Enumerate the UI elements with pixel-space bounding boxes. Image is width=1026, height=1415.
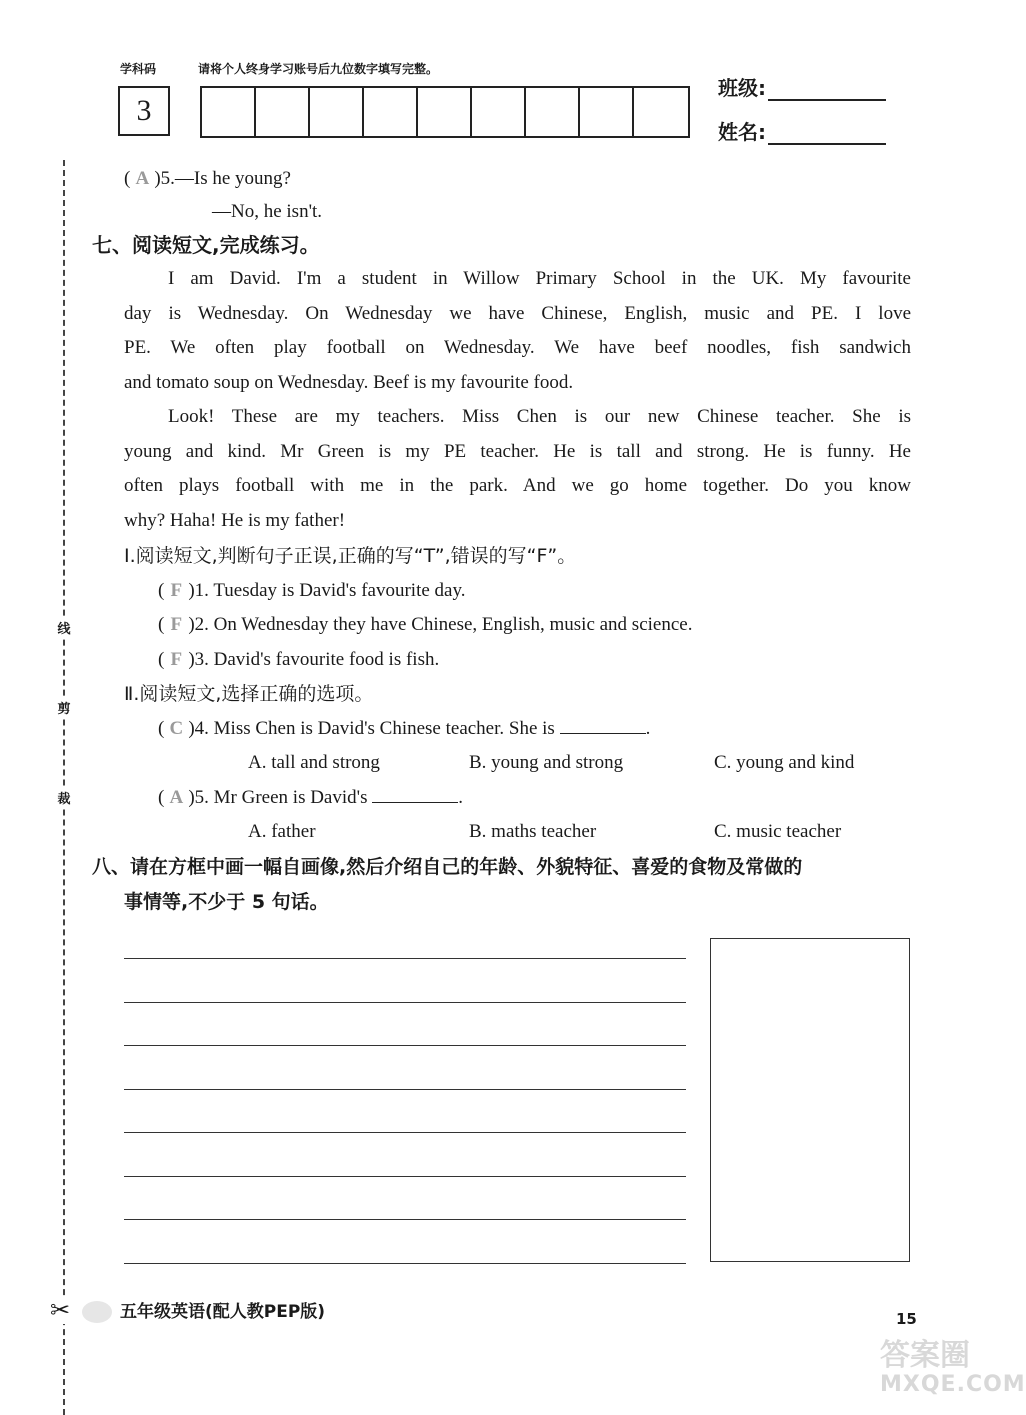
watermark-url: MXQE.COM [880, 1372, 1026, 1397]
writing-line[interactable] [124, 1002, 686, 1003]
subject-code-box: 3 [118, 86, 170, 136]
writing-line[interactable] [124, 1219, 686, 1220]
passage-line: day is Wednesday. On Wednesday we have Chinese, English, music and PE. I love [124, 302, 911, 324]
tf-item-3: ( F )3. David's favourite food is fish. [158, 643, 439, 677]
watermark-logo: 答案圈 [880, 1338, 970, 1373]
cut-char-jian: 剪 [55, 696, 73, 719]
scissors-icon: ✂ [50, 1296, 71, 1324]
choice-item-5: ( A )5. Mr Green is David's . [158, 781, 463, 815]
class-label: 班级: [718, 76, 766, 100]
passage-line: young and kind. Mr Green is my PE teacher. He is tall and strong. He is funny. He [124, 440, 911, 462]
digit-cell[interactable] [526, 88, 580, 136]
answer-mark: F [170, 580, 183, 601]
part2-heading: Ⅱ.阅读短文,选择正确的选项。 [124, 683, 374, 705]
q5-option-c: C. music teacher [714, 821, 842, 842]
name-blank[interactable] [768, 125, 886, 145]
writing-line[interactable] [124, 1045, 686, 1046]
choice-item-4: ( C )4. Miss Chen is David's Chinese teacher. She is . [158, 712, 650, 746]
section8-heading-line2: 事情等,不少于 5 句话。 [124, 891, 329, 913]
digit-cell[interactable] [202, 88, 256, 136]
q5-option-b: B. maths teacher [469, 821, 597, 842]
q6-item-5-reply: —No, he isn't. [212, 201, 323, 222]
class-blank[interactable] [768, 81, 886, 101]
digit-cell[interactable] [364, 88, 418, 136]
digit-cell[interactable] [418, 88, 472, 136]
passage-line: why? Haha! He is my father! [124, 509, 346, 531]
cut-char-cai: 裁 [55, 786, 73, 809]
tf-item-1: ( F )1. Tuesday is David's favourite day. [158, 574, 465, 608]
digit-cell[interactable] [472, 88, 526, 136]
account-instruction: 请将个人终身学习账号后九位数字填写完整。 [198, 62, 439, 76]
passage-line: PE. We often play football on Wednesday. We have beef noodles, fish sandwich [124, 337, 911, 358]
digit-cell[interactable] [310, 88, 364, 136]
writing-line[interactable] [124, 1132, 686, 1133]
passage-line: I am David. I'm a student in Willow Primary School in the UK. My favourite [168, 268, 911, 289]
section7-heading: 七、阅读短文,完成练习。 [92, 233, 320, 257]
reading-passage [124, 262, 911, 538]
answer-mark: F [170, 649, 183, 670]
cut-char-xian: 线 [55, 616, 73, 639]
answer-mark: A [135, 168, 150, 189]
answer-blank[interactable] [560, 717, 646, 734]
section8-heading-line1: 八、请在方框中画一幅自画像,然后介绍自己的年龄、外貌特征、喜爱的食物及常做的 [92, 856, 803, 878]
page-number: 15 [896, 1310, 917, 1328]
answer-mark: C [169, 718, 184, 739]
digit-cell[interactable] [634, 88, 688, 136]
class-field[interactable] [718, 72, 886, 101]
name-field[interactable] [718, 116, 886, 145]
self-portrait-box[interactable] [710, 938, 910, 1262]
q4-option-c: C. young and kind [714, 752, 855, 773]
subject-code-label: 学科码 [120, 62, 157, 76]
passage-line: and tomato soup on Wednesday. Beef is my favourite food. [124, 371, 574, 393]
q6-item-5: ( A )5.—Is he young? [124, 162, 291, 196]
name-label: 姓名: [718, 120, 766, 144]
writing-line[interactable] [124, 1176, 686, 1177]
passage-line: often plays football with me in the park. And we go home together. Do you know [124, 475, 911, 496]
digit-cell[interactable] [256, 88, 310, 136]
q4-option-a: A. tall and strong [248, 752, 380, 773]
writing-line[interactable] [124, 1263, 686, 1264]
answer-mark: F [170, 614, 183, 635]
answer-blank[interactable] [372, 786, 458, 803]
footer-book-title: 五年级英语(配人教PEP版) [82, 1297, 325, 1323]
writing-line[interactable] [124, 1089, 686, 1090]
book-badge-icon [82, 1301, 112, 1323]
passage-line: Look! These are my teachers. Miss Chen is our new Chinese teacher. She is [168, 406, 911, 427]
q5-option-a: A. father [248, 821, 316, 842]
digit-cell[interactable] [580, 88, 634, 136]
answer-mark: A [169, 787, 184, 808]
writing-line[interactable] [124, 958, 686, 959]
part1-heading: Ⅰ.阅读短文,判断句子正误,正确的写“T”,错误的写“F”。 [124, 545, 577, 567]
q4-option-b: B. young and strong [469, 752, 624, 773]
account-digit-boxes[interactable] [200, 86, 690, 138]
tf-item-2: ( F )2. On Wednesday they have Chinese, English, music and science. [158, 608, 692, 642]
